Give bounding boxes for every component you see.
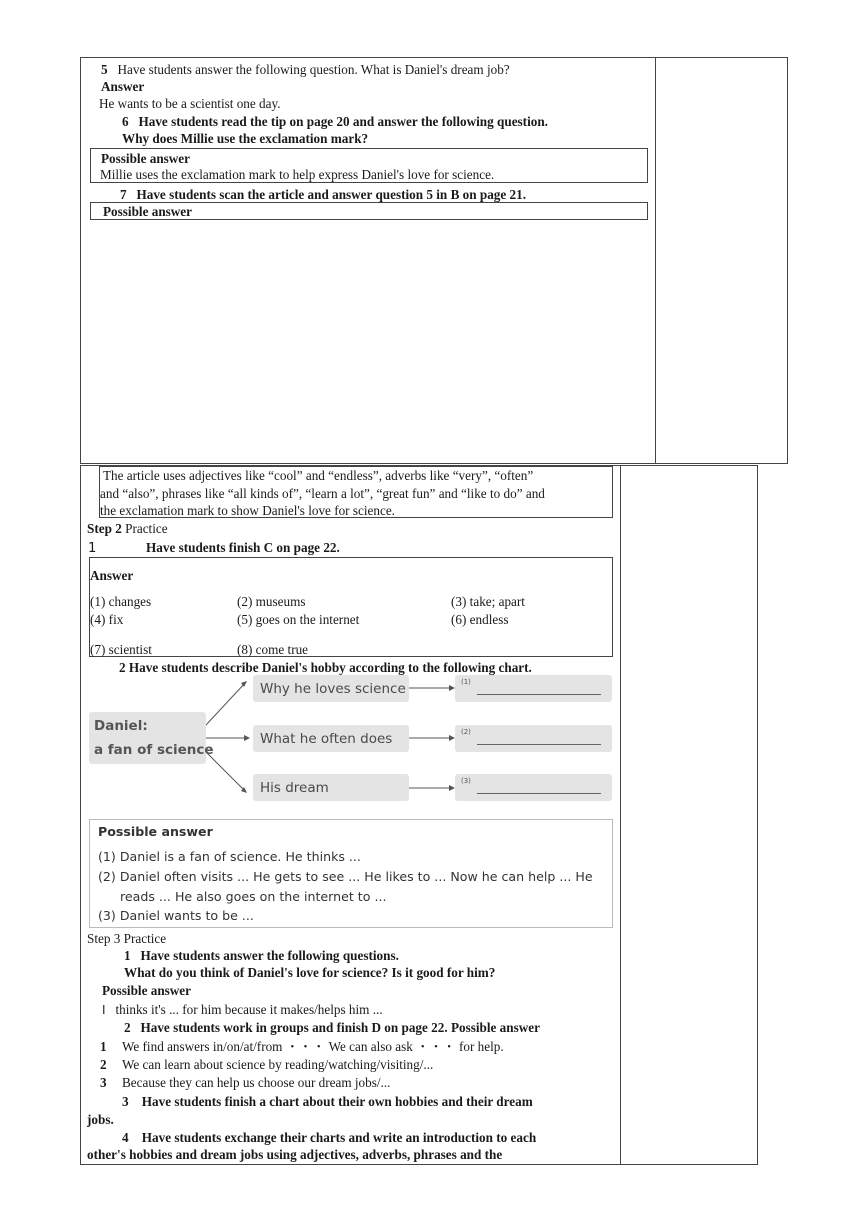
possible-answer-line: (3) Daniel wants to be ... (98, 908, 254, 923)
item-text: Have students finish a chart about their own hobbies and their dream (141, 1094, 533, 1109)
step-3-heading: Step 3 Practice (87, 931, 167, 946)
arrow-head (244, 735, 250, 741)
answer-text: thinks it's ... for him because it makes/helps him ... (115, 1002, 383, 1017)
possible-answer-line: (2) Daniel often visits ... He gets to see ... He likes to ... Now he can help ... He (98, 869, 593, 884)
item-number: 1 (88, 541, 97, 556)
step-2-item-2: 2 Have students describe Daniel's hobby according to the following chart. (119, 660, 532, 675)
step-label: Step 2 (87, 521, 122, 536)
d-answer-text: We can learn about science by reading/watching/visiting/... (122, 1057, 434, 1072)
possible-answer-line: reads ... He also goes on the internet to ... (120, 889, 387, 904)
chart-blank-node (455, 675, 612, 702)
chart-blank-node (455, 725, 612, 752)
step-3-item-1-line2: What do you think of Daniel's love for science? Is it good for him? (124, 965, 496, 980)
step-3-possible-label: Possible answer (102, 983, 192, 998)
step-3-item-4-line2: other's hobbies and dream jobs using adjectives, adverbs, phrases and the (87, 1147, 503, 1162)
d-answer-text: We find answers in/on/at/from ・・・ We can also ask ・・・ for help. (122, 1039, 504, 1054)
blank-line (477, 694, 601, 695)
step-3-item-1 (124, 948, 399, 963)
item-text: Have students work in groups and finish D on page 22. Possible answer (140, 1020, 540, 1035)
possible-answer-label: Possible answer (101, 151, 191, 166)
chart-blank-node (455, 774, 612, 801)
answer-item: (6) endless (451, 612, 509, 627)
blank-line (477, 744, 601, 745)
item-number: 4 (122, 1130, 129, 1145)
step-title: Practice (121, 521, 168, 536)
step-6-question-line2: Why does Millie use the exclamation mark? (122, 131, 369, 146)
answer-item: (1) changes (90, 594, 152, 609)
item-number: 3 (100, 1075, 107, 1090)
step-3-item-3 (122, 1094, 533, 1109)
item-number: 1 (100, 1039, 107, 1054)
item-text: Have students read the tip on page 20 and answer the following question. (138, 114, 548, 129)
article-line-1: The article uses adjectives like “cool” and “endless”, adverbs like “very”, “often” (103, 468, 534, 483)
possible-answer-label: Possible answer (98, 824, 213, 839)
step-3-answer (102, 1002, 383, 1018)
blank-line (477, 793, 601, 794)
chart-branch-label: His dream (260, 780, 329, 796)
d-answer-text: Because they can help us choose our dream jobs/... (122, 1075, 391, 1090)
answer-text: He wants to be a scientist one day. (99, 96, 281, 111)
answer-item: (3) take; apart (451, 594, 525, 609)
possible-answer-label-2: Possible answer (103, 204, 193, 219)
answer-item: (7) scientist (90, 642, 152, 657)
connector-line (206, 752, 246, 792)
d-answer-row (100, 1075, 107, 1090)
item-number: 2 (100, 1057, 107, 1072)
answer-item: (2) museums (237, 594, 306, 609)
item-text: Have students answer the following question. What is Daniel's dream job? (117, 62, 510, 77)
item-text: Have students scan the article and answer question 5 in B on page 21. (136, 187, 527, 202)
blank-number: (2) (461, 728, 471, 736)
answer-item: (4) fix (90, 612, 124, 627)
pronoun-glyph: I (102, 1003, 106, 1017)
answer-item: (8) come true (237, 642, 309, 657)
article-line-2: and “also”, phrases like “all kinds of”, “learn a lot”, “great fun” and “like to do” and (100, 486, 545, 501)
item-number: 2 (124, 1020, 131, 1035)
answer-label: Answer (101, 79, 145, 94)
article-line-3: the exclamation mark to show Daniel's love for science. (100, 503, 395, 518)
connector-line (206, 682, 246, 725)
chart-branch-label: What he often does (260, 731, 393, 747)
item-text: Have students exchange their charts and write an introduction to each (141, 1130, 537, 1145)
item-number: 7 (120, 187, 127, 202)
step-3-item-3-line2: jobs. (87, 1112, 114, 1127)
item-number: 1 (124, 948, 131, 963)
item-number: 6 (122, 114, 129, 129)
blank-number: (3) (461, 777, 471, 785)
item-text: Have students answer the following questions. (140, 948, 399, 963)
chart-center-label-1: Daniel: (94, 718, 148, 734)
item-number: 3 (122, 1094, 129, 1109)
answer-label: Answer (90, 568, 134, 583)
possible-answer-text: Millie uses the exclamation mark to help express Daniel's love for science. (100, 167, 495, 182)
d-answer-row (100, 1039, 107, 1054)
d-answer-row (100, 1057, 107, 1072)
possible-answer-line: (1) Daniel is a fan of science. He thinks ... (98, 849, 361, 864)
answer-item: (5) goes on the internet (237, 612, 360, 627)
chart-branch-label: Why he loves science (260, 681, 406, 697)
step-3-item-4 (122, 1130, 536, 1145)
chart-center-label-2: a fan of science (94, 742, 214, 758)
item-number: 5 (101, 62, 108, 77)
step-3-item-2 (124, 1020, 540, 1035)
step-2-item-1-text: Have students finish C on page 22. (146, 540, 340, 555)
blank-number: (1) (461, 678, 471, 686)
